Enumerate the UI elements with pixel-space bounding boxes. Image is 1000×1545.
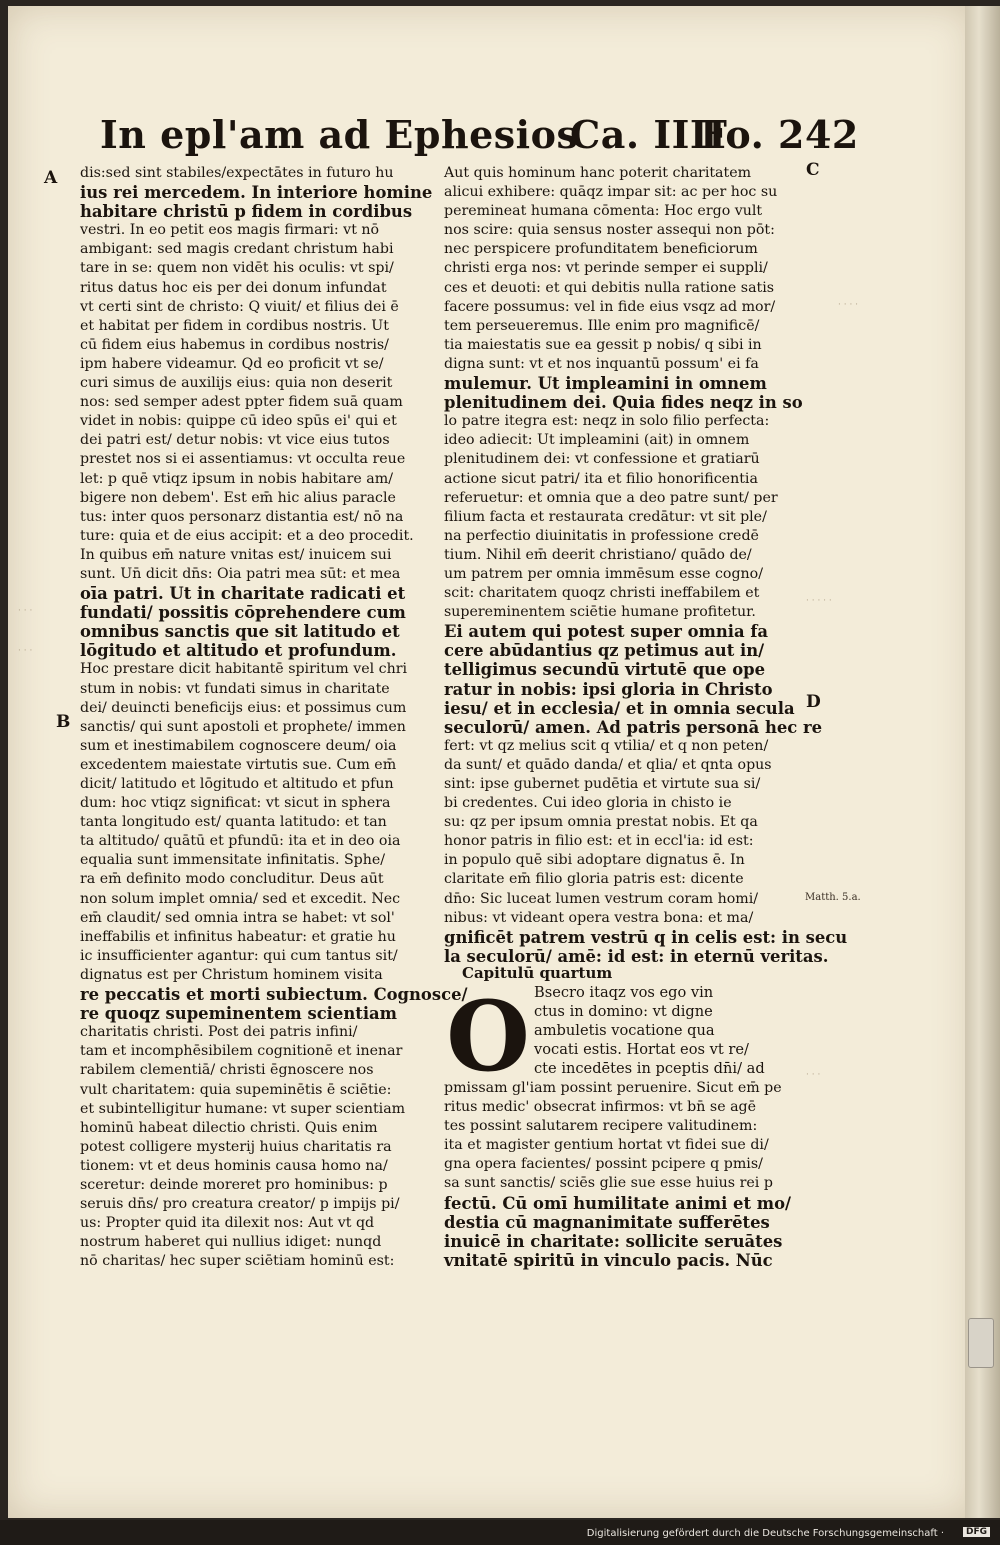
text-line: sum et inestimabilem cognoscere deum/ oia — [80, 737, 397, 754]
drop-text-line: ambuletis vocatione qua — [534, 1022, 715, 1040]
drop-text-line: ctus in domino: vt digne — [534, 1003, 713, 1021]
text-line: nō charitas/ hec super sciētiam hominū est: — [80, 1253, 395, 1270]
text-line: facere possumus: vel in fide eius vsqz ad mor/ — [444, 298, 776, 315]
text-line: vt certi sint de christo: Q viuit/ et filius dei ē — [80, 298, 399, 315]
text-line: da sunt/ et quādo danda/ et qlia/ et qnta opus — [444, 756, 772, 773]
text-line: sint: ipse gubernet pudētia et virtute sua si/ — [444, 776, 761, 792]
bleed-through-mark: · · · · — [838, 300, 859, 310]
chapter-heading: Capitulū quartum — [462, 964, 613, 982]
text-line: pmissam gl'iam possint peruenire. Sicut em̄ pe — [444, 1080, 782, 1096]
text-line: non solum implet omnia/ sed et excedit. Nec — [80, 890, 401, 907]
text-line: tem perseueremus. Ille enim pro magnificē/ — [444, 317, 760, 334]
text-line: Aut quis hominum hanc poterit charitatem — [444, 165, 752, 181]
drop-initial-letter: O — [446, 980, 530, 1093]
text-line: ineffabilis et infinitus habeatur: et gratie hu — [80, 928, 396, 945]
drop-text-line: Bsecro itaqz vos ego vin — [534, 984, 714, 1001]
text-line: let: p quē vtiqz ipsum in nobis habitare am/ — [80, 470, 393, 487]
drop-text-line: vocati estis. Hortat eos vt re/ — [534, 1041, 749, 1059]
text-line: lo patre itegra est: neqz in solo filio perfecta: — [444, 413, 770, 430]
text-line: tam et incomphēsibilem cognitionē et inenar — [80, 1043, 403, 1060]
text-line: tare in se: quem non vidēt his oculis: vt spi/ — [80, 260, 394, 277]
text-line: plenitudinem dei. Quia fides neqz in so — [444, 393, 803, 413]
text-line: mulemur. Ut impleamini in omnem — [444, 374, 767, 394]
bleed-through-mark: · · · · · — [806, 596, 832, 606]
text-line: actione sicut patri/ ita et filio honorificentia — [444, 470, 758, 487]
text-line: ita et magister gentium hortat vt fidei sue di/ — [444, 1137, 769, 1154]
text-line: in populo quē sibi adoptare dignatus ē. In — [444, 852, 745, 869]
text-line: dn̄o: Sic luceat lumen vestrum coram homi/ — [444, 890, 759, 907]
text-line: nec perspicere profunditatem beneficiorum — [444, 241, 758, 258]
text-line: honor patris in filio est: et in eccl'ia: id est: — [444, 833, 754, 850]
text-line: peremineat humana cōmenta: Hoc ergo vult — [444, 203, 763, 220]
text-line: ritus datus hoc eis per dei donum infundat — [80, 279, 387, 296]
text-line: tanta longitudo est/ quanta latitudo: et tan — [80, 814, 387, 831]
text-line: tes possint salutarem recipere valitudinem: — [444, 1118, 758, 1135]
text-line: videt in nobis: quippe cū ideo spūs ei' qui et — [80, 413, 397, 430]
text-line: Ei autem qui potest super omnia fa — [444, 622, 769, 642]
text-line: sceretur: deinde moreret pro hominibus: p — [80, 1176, 388, 1193]
text-line: ius rei mercedem. In interiore homine — [80, 183, 433, 203]
text-line: nos scire: quia sensus noster assequi non pōt: — [444, 222, 775, 239]
text-line: ideo adiecit: Ut impleamini (ait) in omnem — [444, 432, 750, 449]
bleed-through-mark: · · · — [18, 646, 33, 656]
text-line: vestri. In eo petit eos magis firmari: vt nō — [80, 222, 380, 239]
left-text-column — [80, 164, 468, 1271]
text-line: Hoc prestare dicit habitantē spiritum vel chri — [80, 661, 408, 678]
folio-number: Fo. 242 — [700, 112, 859, 157]
text-line: na perfectio diuinitatis in professione credē — [444, 527, 759, 544]
text-line: tionem: vt et deus hominis causa homo na/ — [80, 1157, 388, 1174]
dfg-logo: DFG — [963, 1527, 990, 1537]
chapter-number: Ca. IIII — [570, 112, 727, 157]
text-line: vult charitatem: quia supeminētis ē sciētie: — [80, 1081, 392, 1098]
text-line: us: Propter quid ita dilexit nos: Aut vt qd — [80, 1215, 375, 1232]
text-line: re peccatis et morti subiectum. Cognosce/ — [80, 985, 468, 1005]
text-line: nos: sed semper adest ppter fidem suā quam — [80, 394, 403, 411]
text-line: charitatis christi. Post dei patris infini/ — [80, 1024, 358, 1041]
drop-text-line: cte incedētes in pceptis dn̄i/ ad — [534, 1060, 765, 1078]
text-line: bi credentes. Cui ideo gloria in chisto ie — [444, 795, 732, 812]
text-line: hominū habeat dilectio christi. Quis enim — [80, 1119, 378, 1136]
running-header — [100, 112, 860, 162]
text-line: dicit/ latitudo et lōgitudo et altitudo et pfun — [80, 776, 394, 792]
text-line: sanctis/ qui sunt apostoli et prophete/ immen — [80, 718, 406, 735]
text-line: In quibus em̄ nature vnitas est/ inuicem sui — [80, 546, 392, 563]
bleed-through-mark: · · · — [18, 606, 33, 616]
section-marker-a: A — [44, 168, 58, 188]
text-line: sa sunt sanctis/ sciēs glie sue esse huius rei p — [444, 1175, 773, 1192]
text-line: ces et deuoti: et qui debitis nulla ratione satis — [444, 279, 775, 296]
text-line: scit: charitatem quoqz christi ineffabilem et — [444, 585, 760, 602]
text-line: ture: quia et de eius accipit: et a deo procedit. — [80, 527, 414, 544]
text-line: gna opera facientes/ possint pcipere q pmis/ — [444, 1156, 763, 1173]
text-line: em̄ claudit/ sed omnia intra se habet: vt sol' — [80, 909, 395, 926]
page-clip — [968, 1318, 994, 1368]
text-line: gnificēt patrem vestrū q in celis est: in secu — [444, 927, 848, 947]
text-line: et subintelligitur humane: vt super scientiam — [80, 1100, 406, 1117]
text-line: tium. Nihil em̄ deerit christiano/ quādo de/ — [444, 546, 752, 563]
text-line: bigere non debem'. Est em̄ hic alius paracle — [80, 489, 396, 506]
text-line: digna sunt: vt et nos inquantū possum' ei fa — [444, 355, 759, 372]
text-line: filium facta et restaurata credātur: vt sit ple/ — [444, 508, 767, 525]
text-line: fundati/ possitis cōprehendere cum — [80, 603, 406, 623]
text-line: dignatus est per Christum hominem visita — [80, 966, 383, 983]
text-line: re quoqz supeminentem scientiam — [80, 1004, 398, 1024]
section-marker-d: D — [806, 692, 821, 712]
text-line: equalia sunt immensitate infinitatis. Sphe/ — [80, 852, 386, 869]
text-line: referuetur: et omnia que a deo patre sunt/ per — [444, 489, 778, 506]
text-line: prestet nos si ei assentiamus: vt occulta reue — [80, 451, 406, 468]
text-line: dei/ deuincti beneficijs eius: et possimus cum — [80, 699, 407, 716]
text-line: ta altitudo/ quātū et pfundū: ita et in deo oia — [80, 833, 401, 850]
text-line: ratur in nobis: ipsi gloria in Christo — [444, 679, 773, 699]
text-line: claritate em̄ filio gloria patris est: dicente — [444, 871, 744, 888]
text-line: rabilem clementiā/ christi ēgnoscere nos — [80, 1062, 374, 1079]
text-line: fectū. Cū omī humilitate animi et mo/ — [444, 1193, 791, 1213]
text-line: alicui exhibere: quāqz impar sit: ac per hoc su — [444, 184, 778, 201]
text-line: tus: inter quos personarz distantia est/ nō na — [80, 508, 404, 525]
text-line: seculorū/ amen. Ad patris personā hec re — [444, 717, 823, 737]
text-line: nostrum haberet qui nullius idiget: nunqd — [80, 1234, 382, 1251]
text-line: seruis dn̄s/ pro creatura creator/ p impijs pi/ — [80, 1196, 400, 1213]
text-line: destia cū magnanimitate sufferētes — [444, 1212, 770, 1232]
text-line: fert: vt qz melius scit q vtilia/ et q non peten/ — [444, 737, 769, 754]
text-line: tia maiestatis sue ea gessit p nobis/ q sibi in — [444, 336, 762, 353]
text-line: oīa patri. Ut in charitate radicati et — [80, 584, 406, 604]
text-line: um patrem per omnia immēsum esse cogno/ — [444, 565, 764, 582]
text-line: ritus medic' obsecrat infirmos: vt bn̄ se agē — [444, 1099, 757, 1116]
text-line: lōgitudo et altitudo et profundum. — [80, 641, 397, 661]
text-line: la seculorū/ amē: id est: in eternū veritas. — [444, 946, 829, 966]
text-line: ipm habere videamur. Qd eo proficit vt se/ — [80, 355, 384, 372]
text-line: ra em̄ definito modo concluditur. Deus aūt — [80, 871, 384, 888]
text-line: curi simus de auxilijs eius: quia non deserit — [80, 375, 393, 392]
text-line: christi erga nos: vt perinde semper ei suppli/ — [444, 260, 768, 277]
text-line: excedentem maiestate virtutis sue. Cum em̄ — [80, 756, 397, 773]
margin-note: Matth. 5.a. — [805, 892, 861, 903]
drop-initial-lines — [534, 983, 806, 1078]
footer-funding-text: Digitalisierung gefördert durch die Deutsche Forschungsgemeinschaft · — [586, 1528, 944, 1539]
text-line: dei patri est/ detur nobis: vt vice eius tutos — [80, 432, 390, 449]
text-line: habitare christū p fidem in cordibus — [80, 202, 413, 222]
text-line: telligimus secundū virtutē que ope — [444, 660, 766, 680]
text-line: inuicē in charitate: sollicite seruātes — [444, 1231, 783, 1251]
text-line: ic insufficienter agantur: qui cum tantus sit/ — [80, 947, 398, 964]
text-line: cere abūdantius qz petimus aut in/ — [444, 641, 765, 661]
drop-initial-o — [444, 980, 532, 1093]
text-line: nibus: vt videant opera vestra bona: et ma/ — [444, 909, 754, 926]
running-title: In epl'am ad Ephesios — [100, 112, 579, 157]
section-marker-b: B — [56, 712, 71, 732]
text-line: omnibus sanctis que sit latitudo et — [80, 622, 400, 642]
text-line: stum in nobis: vt fundati simus in charitate — [80, 680, 390, 697]
text-line: sunt. Un̄ dicit dn̄s: Oia patri mea sūt: et mea — [80, 565, 401, 582]
text-line: dum: hoc vtiqz significat: vt sicut in sphera — [80, 795, 391, 812]
text-line: dis:sed sint stabiles/expectātes in futuro hu — [80, 165, 394, 181]
footer-bar — [0, 1520, 1000, 1545]
text-line: potest colligere mysterij huius charitatis ra — [80, 1138, 392, 1155]
right-text-column-continued — [444, 1079, 804, 1270]
text-line: cū fidem eius habemus in cordibus nostris/ — [80, 336, 389, 353]
section-marker-c: C — [806, 160, 820, 180]
text-line: plenitudinem dei: vt confessione et gratiarū — [444, 451, 760, 468]
page-edge — [965, 6, 1000, 1518]
text-line: ambigant: sed magis credant christum habi — [80, 241, 394, 258]
text-line: et habitat per fidem in cordibus nostris. Ut — [80, 317, 389, 334]
text-line: iesu/ et in ecclesia/ et in omnia secula — [444, 698, 795, 718]
text-line: supereminentem sciētie humane profitetur. — [444, 604, 756, 621]
text-line: su: qz per ipsum omnia prestat nobis. Et qa — [444, 814, 758, 831]
bleed-through-mark: · · · — [806, 1070, 821, 1080]
text-line: vnitatē spiritū in vinculo pacis. Nūc — [444, 1250, 773, 1270]
